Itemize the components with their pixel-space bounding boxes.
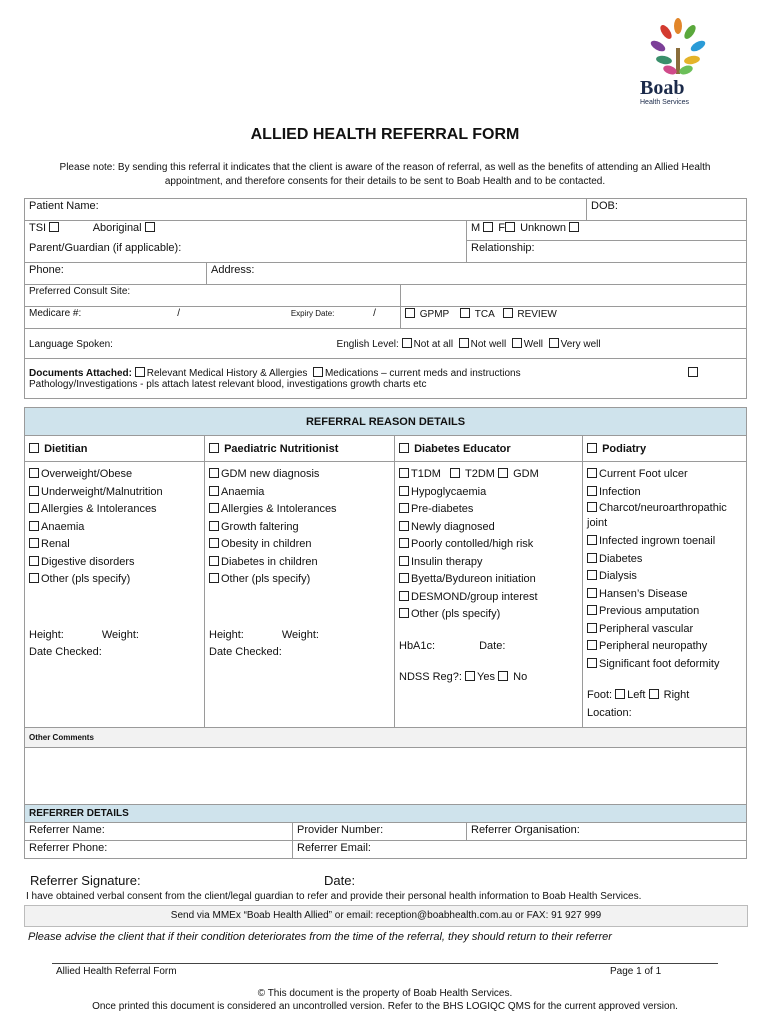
list-item[interactable]: Anaemia bbox=[209, 484, 390, 502]
list-item[interactable]: Overweight/Obese bbox=[29, 466, 200, 484]
list-item[interactable]: Hansen’s Disease bbox=[587, 586, 742, 604]
height-weight-field[interactable]: Height: Weight: bbox=[209, 628, 319, 641]
tca-checkbox[interactable] bbox=[460, 308, 470, 318]
ndss-yes-checkbox[interactable] bbox=[465, 671, 475, 681]
foot-field[interactable]: Foot: Left Right bbox=[587, 689, 690, 701]
list-item[interactable]: Other (pls specify) bbox=[29, 571, 200, 589]
gpmp-checkbox[interactable] bbox=[405, 308, 415, 318]
docs-meds-checkbox[interactable] bbox=[313, 367, 323, 377]
list-item[interactable]: Hypoglycaemia bbox=[399, 484, 578, 502]
dietitian-header[interactable]: Dietitian bbox=[25, 436, 205, 462]
location-field[interactable]: Location: bbox=[587, 706, 632, 719]
docs-history-checkbox[interactable] bbox=[135, 367, 145, 377]
diabetes-educator-checkbox[interactable] bbox=[399, 443, 409, 453]
list-item[interactable]: Significant foot deformity bbox=[587, 656, 742, 674]
referrer-signature-field[interactable]: Referrer Signature: bbox=[30, 873, 141, 888]
boab-tree-icon bbox=[636, 18, 726, 78]
paediatric-options bbox=[205, 462, 395, 728]
unknown-checkbox[interactable] bbox=[569, 222, 579, 232]
list-item[interactable]: Digestive disorders bbox=[29, 554, 200, 572]
tsi-checkbox[interactable] bbox=[49, 222, 59, 232]
logo-subtitle: Health Services bbox=[640, 99, 690, 106]
documents-attached-field[interactable]: Documents Attached: Relevant Medical History & Allergies Medications – current meds and instructions Pathology/Investigations - pls attach latest relevant blood, investigations growth charts etc bbox=[25, 359, 747, 399]
address-field[interactable]: Address: bbox=[207, 263, 747, 285]
referrer-details-header: REFERRER DETAILS bbox=[25, 805, 747, 823]
list-item[interactable]: Other (pls specify) bbox=[399, 606, 578, 624]
provider-number-field[interactable]: Provider Number: bbox=[293, 823, 467, 841]
list-item[interactable]: Infected ingrown toenail bbox=[587, 533, 742, 551]
form-title: ALLIED HEALTH REFERRAL FORM bbox=[250, 126, 520, 143]
list-item[interactable]: Charcot/neuroarthropathic joint bbox=[587, 502, 727, 529]
patient-name-field[interactable]: Patient Name: bbox=[25, 199, 587, 221]
phone-field[interactable]: Phone: bbox=[25, 263, 207, 285]
hba1c-field[interactable]: HbA1c: Date: bbox=[399, 639, 506, 652]
signature-date-field[interactable]: Date: bbox=[324, 873, 356, 888]
list-item[interactable]: Byetta/Bydureon initiation bbox=[399, 571, 578, 589]
podiatry-options bbox=[583, 462, 747, 728]
list-item[interactable]: GDM new diagnosis bbox=[209, 466, 390, 484]
footer-property-note: © This document is the property of Boab Health Services. bbox=[257, 988, 513, 999]
send-via-banner: Send via MMEx “Boab Health Allied” or email: reception@boabhealth.com.au or FAX: 91 927 999 bbox=[24, 905, 748, 927]
patient-details-table bbox=[24, 198, 747, 399]
paediatric-header[interactable]: Paediatric Nutritionist bbox=[205, 436, 395, 462]
list-item[interactable]: Other (pls specify) bbox=[209, 571, 390, 589]
date-checked-field[interactable]: Date Checked: bbox=[209, 646, 282, 658]
consent-note: Please note: By sending this referral it indicates that the client is aware of the reason of referral, as well as the benefits of attending an Allied Health appointment, and therefore consents for their details to be sent to Boab Health and to be contacted. bbox=[59, 162, 711, 187]
referral-reason-table bbox=[24, 407, 747, 806]
list-item[interactable]: Allergies & Intolerances bbox=[209, 501, 390, 519]
list-item[interactable]: Newly diagnosed bbox=[399, 519, 578, 537]
list-item[interactable]: Growth faltering bbox=[209, 519, 390, 537]
parent-guardian-field[interactable]: Parent/Guardian (if applicable): bbox=[25, 241, 467, 263]
english-not-well-checkbox[interactable] bbox=[459, 338, 469, 348]
referrer-phone-field[interactable]: Referrer Phone: bbox=[25, 841, 293, 859]
foot-left-checkbox[interactable] bbox=[615, 689, 625, 699]
english-not-at-all-checkbox[interactable] bbox=[402, 338, 412, 348]
english-very-well-checkbox[interactable] bbox=[549, 338, 559, 348]
referrer-name-field[interactable]: Referrer Name: bbox=[25, 823, 293, 841]
referrer-email-field[interactable]: Referrer Email: bbox=[293, 841, 747, 859]
paediatric-checkbox[interactable] bbox=[209, 443, 219, 453]
docs-pathology-checkbox[interactable] bbox=[688, 367, 698, 377]
list-item[interactable]: Peripheral neuropathy bbox=[587, 638, 742, 656]
dietitian-options bbox=[25, 462, 205, 728]
list-item[interactable]: Anaemia bbox=[29, 519, 200, 537]
relationship-field[interactable]: Relationship: bbox=[467, 241, 747, 263]
dietitian-checkbox[interactable] bbox=[29, 443, 39, 453]
verbal-consent-text: I have obtained verbal consent from the client/legal guardian to refer and provide their personal health information to Boab Health Services. bbox=[26, 891, 642, 902]
list-item[interactable]: Poorly contolled/high risk bbox=[399, 536, 578, 554]
other-comments-label: Other Comments bbox=[25, 728, 747, 748]
english-well-checkbox[interactable] bbox=[512, 338, 522, 348]
dob-field[interactable]: DOB: bbox=[587, 199, 747, 221]
list-item[interactable]: Diabetes in children bbox=[209, 554, 390, 572]
footer-divider bbox=[52, 963, 718, 964]
plan-type-field[interactable]: GPMP TCA REVIEW bbox=[401, 307, 747, 329]
list-item[interactable]: Underweight/Malnutrition bbox=[29, 484, 200, 502]
consult-site-field[interactable]: Preferred Consult Site: bbox=[25, 285, 401, 307]
male-checkbox[interactable] bbox=[483, 222, 493, 232]
review-checkbox[interactable] bbox=[503, 308, 513, 318]
footer-form-name: Allied Health Referral Form bbox=[56, 966, 177, 977]
list-item[interactable]: Diabetes bbox=[587, 551, 742, 569]
female-checkbox[interactable] bbox=[505, 222, 515, 232]
please-advise-text: Please advise the client that if their condition deteriorates from the time of the referral, they should return to their referrer bbox=[28, 931, 612, 943]
list-item[interactable]: Dialysis bbox=[587, 568, 742, 586]
gender-field[interactable]: M F Unknown bbox=[467, 221, 747, 241]
ndss-no-checkbox[interactable] bbox=[498, 671, 508, 681]
diabetes-type-options[interactable]: T1DM T2DM GDM bbox=[399, 466, 578, 484]
list-item[interactable]: Peripheral vascular bbox=[587, 621, 742, 639]
list-item[interactable]: Obesity in children bbox=[209, 536, 390, 554]
list-item[interactable]: Renal bbox=[29, 536, 200, 554]
footer-page-number: Page 1 of 1 bbox=[610, 966, 662, 977]
podiatry-checkbox[interactable] bbox=[587, 443, 597, 453]
list-item[interactable]: Previous amputation bbox=[587, 603, 742, 621]
list-item[interactable]: Infection bbox=[587, 484, 742, 502]
date-checked-field[interactable]: Date Checked: bbox=[29, 646, 102, 658]
height-weight-field[interactable]: Height: Weight: bbox=[29, 628, 139, 641]
ndss-field[interactable]: NDSS Reg?: Yes No bbox=[399, 671, 528, 683]
list-item[interactable]: Allergies & Intolerances bbox=[29, 501, 200, 519]
language-field[interactable]: Language Spoken: English Level: Not at all Not well Well Very well bbox=[25, 329, 747, 359]
diabetes-educator-header[interactable]: Diabetes Educator bbox=[395, 436, 583, 462]
indigenous-status-field[interactable]: TSI Aboriginal bbox=[25, 221, 467, 241]
referral-reason-header: REFERRAL REASON DETAILS bbox=[25, 408, 747, 436]
podiatry-header[interactable]: Podiatry bbox=[583, 436, 747, 462]
logo-name: Boab bbox=[640, 77, 685, 99]
footer-uncontrolled-note: Once printed this document is considered an uncontrolled version. Refer to the BHS LOGIQC QMS for the current approved version. bbox=[92, 1001, 678, 1012]
diabetes-educator-options bbox=[395, 462, 583, 728]
list-item[interactable]: DESMOND/group interest bbox=[399, 589, 578, 607]
logo-text bbox=[640, 78, 730, 106]
referrer-details-table bbox=[24, 804, 747, 859]
list-item[interactable]: Insulin therapy bbox=[399, 554, 578, 572]
list-item[interactable]: Pre-diabetes bbox=[399, 501, 578, 519]
medicare-field[interactable]: Medicare #: / Expiry Date: / bbox=[25, 307, 401, 329]
aboriginal-checkbox[interactable] bbox=[145, 222, 155, 232]
referrer-organisation-field[interactable]: Referrer Organisation: bbox=[467, 823, 747, 841]
list-item[interactable]: Current Foot ulcer bbox=[587, 466, 742, 484]
other-comments-field[interactable] bbox=[25, 748, 747, 806]
foot-right-checkbox[interactable] bbox=[649, 689, 659, 699]
